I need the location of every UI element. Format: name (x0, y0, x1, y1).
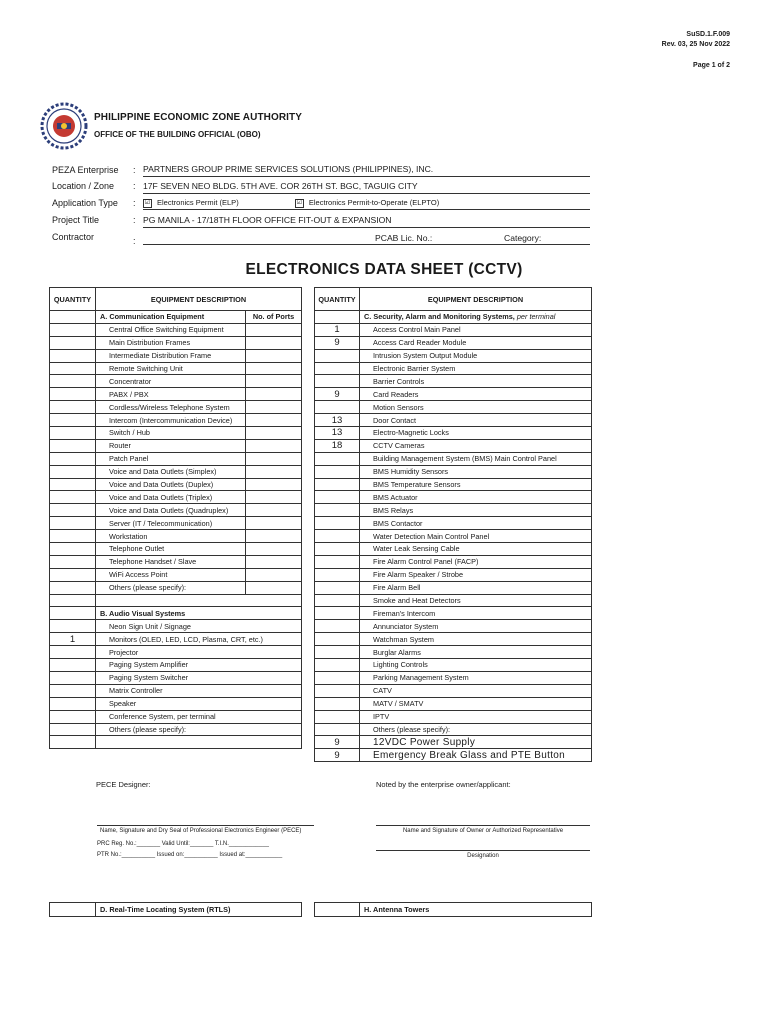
description-header: EQUIPMENT DESCRIPTION (360, 288, 592, 311)
quantity-cell[interactable] (315, 478, 360, 491)
location-label: Location / Zone (52, 181, 115, 191)
elp-checkbox[interactable]: ☑ (144, 199, 151, 206)
section-c-heading (360, 311, 592, 324)
equipment-description: Intermediate Distribution Frame (96, 349, 246, 362)
table-row (315, 684, 592, 697)
equipment-description: Voice and Data Outlets (Triplex) (96, 491, 246, 504)
enterprise-label: PEZA Enterprise (52, 165, 119, 175)
quantity-cell[interactable] (50, 723, 96, 736)
equipment-description: Central Office Switching Equipment (96, 323, 246, 336)
colon: : (133, 215, 136, 225)
quantity-cell[interactable] (315, 504, 360, 517)
quantity-header: QUANTITY (315, 288, 360, 311)
ports-cell[interactable] (246, 543, 302, 556)
equipment-description: Intrusion System Output Module (360, 349, 592, 362)
table-row (50, 723, 302, 736)
quantity-cell[interactable] (315, 362, 360, 375)
rtls-label: D. Real-Time Locating System (RTLS) (96, 903, 302, 917)
equipment-description: BMS Actuator (360, 491, 592, 504)
table-row (315, 375, 592, 388)
equipment-description: Lighting Controls (360, 659, 592, 672)
equipment-description: IPTV (360, 710, 592, 723)
table-row (315, 659, 592, 672)
table-row (50, 439, 302, 452)
revision-date: Rev. 03, 25 Nov 2022 (661, 41, 730, 48)
quantity-cell[interactable] (315, 671, 360, 684)
quantity-cell[interactable] (315, 543, 360, 556)
category-label: Category: (504, 233, 542, 243)
quantity-header: QUANTITY (50, 288, 96, 311)
equipment-description: Paging System Amplifier (96, 659, 302, 672)
table-row (315, 581, 592, 594)
quantity-cell[interactable] (50, 671, 96, 684)
page-number: Page 1 of 2 (693, 62, 730, 69)
equipment-description: Switch / Hub (96, 427, 246, 440)
quantity-cell[interactable]: 18 (315, 439, 360, 452)
ports-cell[interactable] (246, 517, 302, 530)
quantity-cell[interactable] (315, 452, 360, 465)
section-a-heading: A. Communication Equipment (96, 311, 246, 324)
equipment-description: Voice and Data Outlets (Quadruplex) (96, 504, 246, 517)
quantity-cell[interactable] (50, 659, 96, 672)
equipment-description: Water Leak Sensing Cable (360, 543, 592, 556)
table-row (50, 349, 302, 362)
owner-caption: Name and Signature of Owner or Authorized Representative (402, 828, 564, 834)
equipment-description: 12VDC Power Supply (360, 736, 592, 749)
colon: : (133, 236, 136, 246)
table-row (50, 388, 302, 401)
colon: : (133, 181, 136, 191)
contractor-label: Contractor (52, 232, 95, 242)
quantity-cell[interactable] (50, 401, 96, 414)
right-equipment-table (314, 287, 592, 762)
owner-signature-line[interactable] (376, 825, 590, 826)
quantity-cell[interactable] (50, 478, 96, 491)
blank-row (50, 594, 302, 607)
table-row (315, 478, 592, 491)
ports-cell[interactable] (246, 568, 302, 581)
quantity-cell[interactable] (315, 659, 360, 672)
section-row (50, 607, 302, 620)
left-equipment-table (49, 287, 302, 749)
colon: : (133, 165, 136, 175)
rtls-quantity-cell[interactable] (50, 903, 96, 917)
description-header: EQUIPMENT DESCRIPTION (96, 288, 302, 311)
quantity-cell[interactable] (50, 555, 96, 568)
ports-cell[interactable] (246, 375, 302, 388)
equipment-description: Intercom (Intercommunication Device) (96, 414, 246, 427)
table-row (50, 478, 302, 491)
quantity-cell[interactable] (50, 543, 96, 556)
quantity-cell[interactable] (50, 607, 96, 620)
equipment-description: Matrix Controller (96, 684, 302, 697)
pece-caption: Name, Signature and Dry Seal of Professional Electronics Engineer (PECE) (100, 828, 302, 834)
quantity-cell[interactable] (50, 323, 96, 336)
equipment-description: Voice and Data Outlets (Duplex) (96, 478, 246, 491)
ports-cell[interactable] (246, 452, 302, 465)
quantity-cell[interactable] (50, 427, 96, 440)
quantity-cell[interactable] (50, 362, 96, 375)
table-row (315, 401, 592, 414)
table-row (50, 568, 302, 581)
equipment-description: Card Readers (360, 388, 592, 401)
quantity-cell[interactable] (315, 568, 360, 581)
equipment-description: Main Distribution Frames (96, 336, 246, 349)
table-row (315, 323, 592, 336)
equipment-description: Others (please specify): (96, 581, 246, 594)
equipment-description: Electronic Barrier System (360, 362, 592, 375)
application-type-field (143, 196, 590, 210)
project-title-label: Project Title (52, 215, 100, 225)
equipment-description: Parking Management System (360, 671, 592, 684)
table-row (50, 336, 302, 349)
table-row (50, 375, 302, 388)
equipment-description: Access Control Main Panel (360, 323, 592, 336)
equipment-description: Annunciator System (360, 620, 592, 633)
table-row (315, 749, 592, 762)
ports-cell[interactable] (246, 323, 302, 336)
ports-cell[interactable] (246, 555, 302, 568)
table-row (50, 671, 302, 684)
table-row (315, 517, 592, 530)
quantity-cell[interactable] (50, 646, 96, 659)
equipment-description: Building Management System (BMS) Main Control Panel (360, 452, 592, 465)
table-row (315, 504, 592, 517)
equipment-description: Router (96, 439, 246, 452)
section-row (50, 311, 302, 324)
contractor-field[interactable] (143, 230, 590, 245)
table-row (50, 517, 302, 530)
table-row (50, 530, 302, 543)
quantity-cell[interactable] (50, 697, 96, 710)
quantity-cell[interactable] (315, 646, 360, 659)
ports-cell[interactable] (246, 478, 302, 491)
equipment-description: MATV / SMATV (360, 697, 592, 710)
quantity-cell[interactable] (315, 491, 360, 504)
table-row (315, 607, 592, 620)
table-row (50, 659, 302, 672)
ports-cell[interactable] (246, 491, 302, 504)
section-b-heading: B. Audio Visual Systems (96, 607, 302, 620)
antenna-label: H. Antenna Towers (360, 903, 592, 917)
equipment-description: Fire Alarm Speaker / Strobe (360, 568, 592, 581)
ports-cell[interactable] (246, 530, 302, 543)
rtls-section (49, 902, 302, 917)
quantity-cell[interactable] (50, 439, 96, 452)
ports-cell[interactable] (246, 465, 302, 478)
equipment-description: Water Detection Main Control Panel (360, 530, 592, 543)
quantity-cell[interactable] (50, 736, 96, 749)
equipment-description: CCTV Cameras (360, 439, 592, 452)
equipment-description: BMS Temperature Sensors (360, 478, 592, 491)
table-row (315, 620, 592, 633)
quantity-cell[interactable] (50, 568, 96, 581)
quantity-cell[interactable] (315, 581, 360, 594)
table-row (315, 362, 592, 375)
equipment-description: Fireman's Intercom (360, 607, 592, 620)
office-name: OFFICE OF THE BUILDING OFFICIAL (OBO) (94, 130, 261, 139)
table-row (50, 581, 302, 594)
quantity-cell[interactable] (315, 517, 360, 530)
table-row (315, 452, 592, 465)
equipment-description: Watchman System (360, 633, 592, 646)
ports-cell[interactable] (246, 349, 302, 362)
table-row (50, 646, 302, 659)
equipment-description: WiFi Access Point (96, 568, 246, 581)
table-row (315, 336, 592, 349)
quantity-cell[interactable] (315, 530, 360, 543)
page-title: ELECTRONICS DATA SHEET (CCTV) (245, 261, 523, 278)
designation-caption: Designation (467, 853, 499, 859)
table-row (315, 671, 592, 684)
table-row (50, 362, 302, 375)
equipment-description: Emergency Break Glass and PTE Button (360, 749, 592, 762)
equipment-description: BMS Humidity Sensors (360, 465, 592, 478)
equipment-description: BMS Contactor (360, 517, 592, 530)
equipment-description: BMS Relays (360, 504, 592, 517)
table-row (315, 646, 592, 659)
equipment-description: Telephone Handset / Slave (96, 555, 246, 568)
ports-cell[interactable] (246, 427, 302, 440)
pece-signature-line[interactable] (97, 825, 314, 826)
table-row (50, 555, 302, 568)
equipment-description: Server (IT / Telecommunication) (96, 517, 246, 530)
table-header-row (50, 288, 302, 311)
table-row (315, 697, 592, 710)
quantity-cell[interactable] (50, 684, 96, 697)
quantity-cell[interactable] (315, 697, 360, 710)
ptr-line: PTR No.:__________ Issued on:__________ Issued at:___________ (97, 852, 283, 858)
quantity-cell[interactable] (315, 555, 360, 568)
ports-cell[interactable] (246, 336, 302, 349)
equipment-description: Neon Sign Unit / Signage (96, 620, 302, 633)
quantity-cell[interactable] (50, 414, 96, 427)
table-row (315, 543, 592, 556)
prc-line: PRC Reg. No.:_______ Valid Until:_______ T.I.N.____________ (97, 841, 269, 847)
equipment-description: Workstation (96, 530, 246, 543)
equipment-description: Others (please specify): (96, 723, 302, 736)
pcab-label: PCAB Lic. No.: (375, 233, 433, 243)
equipment-description: Concentrator (96, 375, 246, 388)
table-row (50, 633, 302, 646)
equipment-description: Motion Sensors (360, 401, 592, 414)
table-row (50, 620, 302, 633)
table-row (315, 388, 592, 401)
ports-cell[interactable] (246, 414, 302, 427)
equipment-description: PABX / PBX (96, 388, 246, 401)
quantity-cell[interactable] (315, 401, 360, 414)
antenna-section (314, 902, 592, 917)
quantity-cell[interactable]: 13 (315, 414, 360, 427)
table-row (315, 736, 592, 749)
table-row (315, 633, 592, 646)
quantity-cell[interactable] (50, 491, 96, 504)
equipment-description: Monitors (OLED, LED, LCD, Plasma, CRT, etc.) (96, 633, 302, 646)
table-row (315, 414, 592, 427)
location-field[interactable]: 17F SEVEN NEO BLDG. 5TH AVE. COR 26TH ST. BGC, TAGUIG CITY (143, 180, 590, 194)
quantity-cell[interactable]: 1 (50, 633, 96, 646)
table-row (50, 491, 302, 504)
table-row (50, 401, 302, 414)
ports-cell[interactable] (246, 388, 302, 401)
quantity-cell[interactable]: 13 (315, 427, 360, 440)
quantity-cell[interactable] (50, 594, 96, 607)
quantity-cell[interactable] (315, 375, 360, 388)
quantity-cell[interactable]: 9 (315, 336, 360, 349)
elpto-checkbox[interactable]: ☑ (296, 199, 303, 206)
project-title-field[interactable]: PG MANILA - 17/18TH FLOOR OFFICE FIT-OUT & EXPANSION (143, 214, 590, 228)
quantity-cell[interactable] (315, 684, 360, 697)
document-reference (662, 30, 730, 50)
table-row (50, 452, 302, 465)
quantity-cell[interactable]: 9 (315, 736, 360, 749)
equipment-description: Voice and Data Outlets (Simplex) (96, 465, 246, 478)
quantity-cell[interactable]: 9 (315, 749, 360, 762)
quantity-cell[interactable] (50, 620, 96, 633)
quantity-cell[interactable] (50, 311, 96, 324)
section-c-title: C. Security, Alarm and Monitoring Systems, (364, 312, 515, 322)
quantity-cell[interactable] (50, 465, 96, 478)
equipment-description: Fire Alarm Control Panel (FACP) (360, 555, 592, 568)
table-row (50, 427, 302, 440)
table-header-row (315, 288, 592, 311)
section-row (315, 311, 592, 324)
table-row (50, 465, 302, 478)
table-row (315, 723, 592, 736)
quantity-cell[interactable] (50, 388, 96, 401)
table-row (315, 349, 592, 362)
table-row (315, 427, 592, 440)
equipment-description: Fire Alarm Bell (360, 581, 592, 594)
equipment-description: Conference System, per terminal (96, 710, 302, 723)
ports-cell[interactable] (246, 504, 302, 517)
noted-by-label: Noted by the enterprise owner/applicant: (376, 780, 511, 789)
specify-cell[interactable] (96, 594, 302, 607)
table-row (50, 543, 302, 556)
equipment-description: Access Card Reader Module (360, 336, 592, 349)
quantity-cell[interactable] (50, 375, 96, 388)
equipment-description: Cordless/Wireless Telephone System (96, 401, 246, 414)
quantity-cell[interactable] (315, 723, 360, 736)
peza-logo-icon (40, 102, 88, 150)
quantity-cell[interactable] (315, 633, 360, 646)
quantity-cell[interactable] (315, 594, 360, 607)
table-row (315, 568, 592, 581)
blank-row (50, 736, 302, 749)
quantity-cell[interactable] (315, 465, 360, 478)
agency-name: PHILIPPINE ECONOMIC ZONE AUTHORITY (94, 112, 303, 123)
enterprise-field[interactable]: PARTNERS GROUP PRIME SERVICES SOLUTIONS (PHILIPPINES), INC. (143, 163, 590, 177)
ports-header: No. of Ports (246, 311, 302, 324)
table-row (315, 530, 592, 543)
quantity-cell[interactable] (50, 710, 96, 723)
table-row (50, 684, 302, 697)
quantity-cell[interactable] (315, 607, 360, 620)
table-row (50, 710, 302, 723)
quantity-cell[interactable] (315, 710, 360, 723)
table-row (50, 504, 302, 517)
quantity-cell[interactable]: 9 (315, 388, 360, 401)
application-type-label: Application Type (52, 198, 118, 208)
quantity-cell[interactable] (50, 517, 96, 530)
equipment-description: Patch Panel (96, 452, 246, 465)
quantity-cell[interactable]: 1 (315, 323, 360, 336)
ports-cell[interactable] (246, 581, 302, 594)
antenna-quantity-cell[interactable] (315, 903, 360, 917)
equipment-description: Projector (96, 646, 302, 659)
section-c-suffix: per terminal (516, 312, 556, 322)
quantity-cell[interactable] (50, 349, 96, 362)
table-row (50, 697, 302, 710)
table-row (315, 710, 592, 723)
equipment-description: Remote Switching Unit (96, 362, 246, 375)
table-row (315, 594, 592, 607)
equipment-description: Smoke and Heat Detectors (360, 594, 592, 607)
equipment-description: Telephone Outlet (96, 543, 246, 556)
designation-line[interactable] (376, 850, 590, 851)
equipment-description: Electro-Magnetic Locks (360, 427, 592, 440)
equipment-description: Speaker (96, 697, 302, 710)
pece-designer-label: PECE Designer: (96, 780, 151, 789)
elpto-label: Electronics Permit-to-Operate (ELPTO) (308, 198, 440, 207)
equipment-description: CATV (360, 684, 592, 697)
table-row (315, 465, 592, 478)
table-row (315, 439, 592, 452)
equipment-description: Others (please specify): (360, 723, 592, 736)
quantity-cell[interactable] (50, 504, 96, 517)
quantity-cell[interactable] (315, 620, 360, 633)
ports-cell[interactable] (246, 362, 302, 375)
equipment-description: Burglar Alarms (360, 646, 592, 659)
quantity-cell[interactable] (315, 349, 360, 362)
equipment-description: Barrier Controls (360, 375, 592, 388)
table-row (315, 491, 592, 504)
elp-label: Electronics Permit (ELP) (157, 198, 239, 207)
table-row (50, 323, 302, 336)
table-row (50, 414, 302, 427)
document-code: SuSD.1.F.009 (686, 31, 730, 38)
quantity-cell[interactable] (50, 530, 96, 543)
quantity-cell[interactable] (50, 581, 96, 594)
equipment-description: Door Contact (360, 414, 592, 427)
ports-cell[interactable] (246, 401, 302, 414)
quantity-cell[interactable] (50, 452, 96, 465)
specify-cell[interactable] (96, 736, 302, 749)
quantity-cell[interactable] (315, 311, 360, 324)
ports-cell[interactable] (246, 439, 302, 452)
table-row (315, 555, 592, 568)
colon: : (133, 198, 136, 208)
quantity-cell[interactable] (50, 336, 96, 349)
equipment-description: Paging System Switcher (96, 671, 302, 684)
